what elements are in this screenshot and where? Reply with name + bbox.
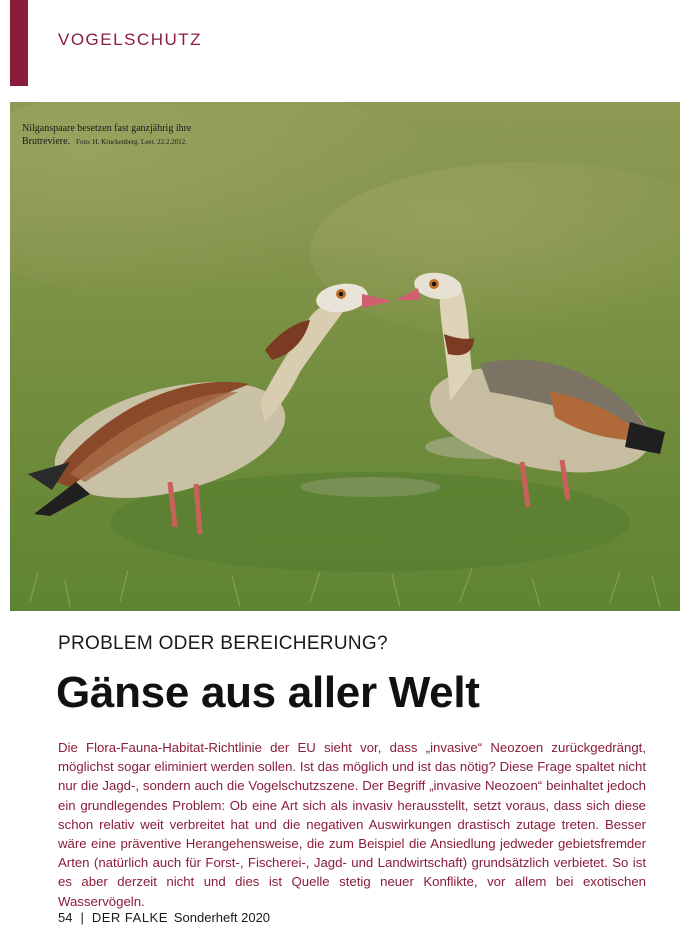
section-label: VOGELSCHUTZ [58, 30, 203, 49]
magazine-name: DER FALKE [91, 910, 168, 925]
article-kicker: PROBLEM ODER BEREICHERUNG? [58, 633, 388, 654]
hero-photo [10, 102, 680, 611]
photo-caption [22, 122, 252, 149]
issue-label: Sonderheft 2020 [173, 910, 271, 925]
caption-line-2 [22, 135, 252, 149]
page-footer [58, 910, 270, 925]
article-headline: Gänse aus aller Welt [56, 668, 480, 717]
article-lead: Die Flora-Fauna-Habitat-Richtlinie der EU sieht vor, dass „invasive“ Neozoen zurückgedrängt, möglichst sogar eliminiert werden sollen. Ist das möglich und ist das nötig? Diese Frage spaltet nicht nur die Jagd-, sondern auch die Vogelschutzszene. Der Begriff „invasive Neozoen“ beinhaltet jedoch ein grundlegendes Problem: Ob eine Art sich als invasiv herausstellt, setzt voraus, dass sich diese schon relativ weit verbreitet hat und die negativen Auswirkungen drastisch zutage treten. Besser wäre eine präventive Herangehensweise, die zum Beispiel die Ansiedlung jedweder gebietsfremder Arten (natürlich auch für Forst-, Fischerei-, Jagd- und Landwirtschaft) grundsätzlich verbietet. So ist es aber derzeit nicht und dies ist Quelle stetig neuer Konflikte, vor allem bei exotischen Wasservögeln. [58, 740, 646, 909]
caption-line-2-text: Brutreviere. [22, 136, 71, 147]
caption-line-1: Nilganspaare besetzen fast ganzjährig ihre [22, 123, 192, 134]
photo-credit: Foto: H. Kruckenberg. Leer, 22.2.2012. [76, 138, 187, 146]
page-number: 54 [58, 910, 73, 925]
egyptian-geese-illustration [10, 102, 680, 611]
footer-separator: | [80, 910, 84, 925]
section-accent-bar [10, 0, 28, 86]
